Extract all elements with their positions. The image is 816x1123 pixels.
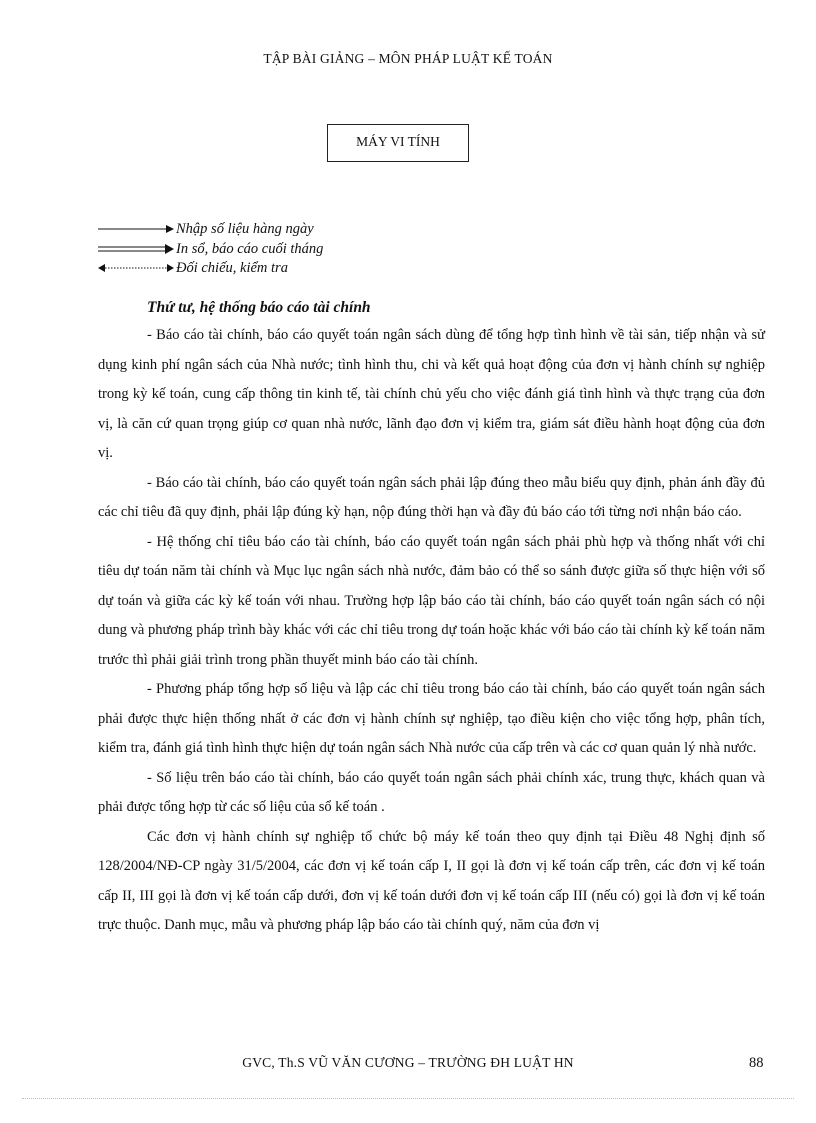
- paragraph: - Số liệu trên báo cáo tài chính, báo cáo quyết toán ngân sách phải chính xác, trung thực, khách quan và phải được tổng hợp từ các số liệu của sổ kế toán .: [98, 769, 765, 815]
- paragraph: - Báo cáo tài chính, báo cáo quyết toán ngân sách dùng để tổng hợp tình hình về tài sản, tiếp nhận và sử dụng kinh phí ngân sách của Nhà nước; tình hình thu, chi và kết quả hoạt động của đơn vị hành chính sự nghiệp trong kỳ kế toán, cung cấp thông tin kinh tế, tài chính chủ yếu cho việc đánh giá tình hình và thực trạng của đơn vị, là căn cứ quan trọng giúp cơ quan nhà nước, lãnh đạo đơn vị kiểm tra, giám sát điều hành hoạt động của đơn vị.: [98, 327, 765, 461]
- legend-label: In sổ, báo cáo cuối tháng: [176, 240, 324, 257]
- legend-label: Đối chiếu, kiểm tra: [176, 260, 288, 276]
- paragraph: - Hệ thống chỉ tiêu báo cáo tài chính, báo cáo quyết toán ngân sách phải phù hợp và thống nhất với chỉ tiêu dự toán năm tài chính và Mục lục ngân sách nhà nước, đảm bảo có thể so sánh được giữa số thực hiện với số dự toán và giữa các kỳ kế toán với nhau. Trường hợp lập báo cáo tài chính, báo cáo quyết toán ngân sách có nội dung và phương pháp trình bày khác với các chỉ tiêu trong dự toán hoặc khác với báo cáo tài chính kỳ kế toán năm trước thì phải giải trình trong phần thuyết minh báo cáo tài chính.: [98, 533, 765, 668]
- paragraph: - Phương pháp tổng hợp số liệu và lập các chỉ tiêu trong báo cáo tài chính, báo cáo quyết toán ngân sách phải được thực hiện thống nhất ở các đơn vị hành chính sự nghiệp, tạo điều kiện cho việc tổng hợp, phân tích, kiểm tra, đánh giá tình hình thực hiện dự toán ngân sách Nhà nước của cấp trên và các cơ quan quản lý nhà nước.: [98, 681, 765, 756]
- page-bottom-divider: [22, 1098, 794, 1099]
- paragraph: - Báo cáo tài chính, báo cáo quyết toán ngân sách phải lập đúng theo mẫu biểu quy định, phản ánh đầy đủ các chỉ tiêu đã quy định, phải lập đúng kỳ hạn, nộp đúng thời hạn và đầy đủ báo cáo tới từng nơi nhận báo cáo.: [98, 474, 765, 520]
- single-arrow-icon: [98, 223, 174, 235]
- legend-label: Nhập số liệu hàng ngày: [176, 221, 314, 237]
- page-footer: GVC, Th.S VŨ VĂN CƯƠNG – TRƯỜNG ĐH LUẬT HN: [242, 1055, 574, 1070]
- body-text: [98, 321, 765, 941]
- legend-item-monthly-print: [98, 240, 398, 260]
- legend-item-daily-input: [98, 220, 398, 240]
- page-header: TẬP BÀI GIẢNG – MÔN PHÁP LUẬT KẾ TOÁN: [263, 51, 553, 66]
- double-arrow-icon: [98, 243, 174, 255]
- computer-box: MÁY VI TÍNH: [327, 124, 469, 162]
- dotted-two-way-arrow-icon: [98, 262, 174, 274]
- section-title: Thứ tư, hệ thống báo cáo tài chính: [147, 299, 371, 316]
- legend-item-cross-check: [98, 259, 398, 279]
- paragraph: Các đơn vị hành chính sự nghiệp tổ chức bộ máy kế toán theo quy định tại Điều 48 Nghị định số 128/2004/NĐ-CP ngày 31/5/2004, các đơn vị kế toán cấp I, II gọi là đơn vị kế toán cấp trên, các đơn vị kế toán cấp II, III gọi là đơn vị kế toán cấp dưới, đơn vị kế toán dưới đơn vị kế toán cấp III (nếu có) gọi là đơn vị kế toán trực thuộc. Danh mục, mẫu và phương pháp lập báo cáo tài chính quý, năm của đơn vị: [98, 828, 765, 933]
- legend: [98, 220, 398, 279]
- page-number: 88: [749, 1055, 764, 1071]
